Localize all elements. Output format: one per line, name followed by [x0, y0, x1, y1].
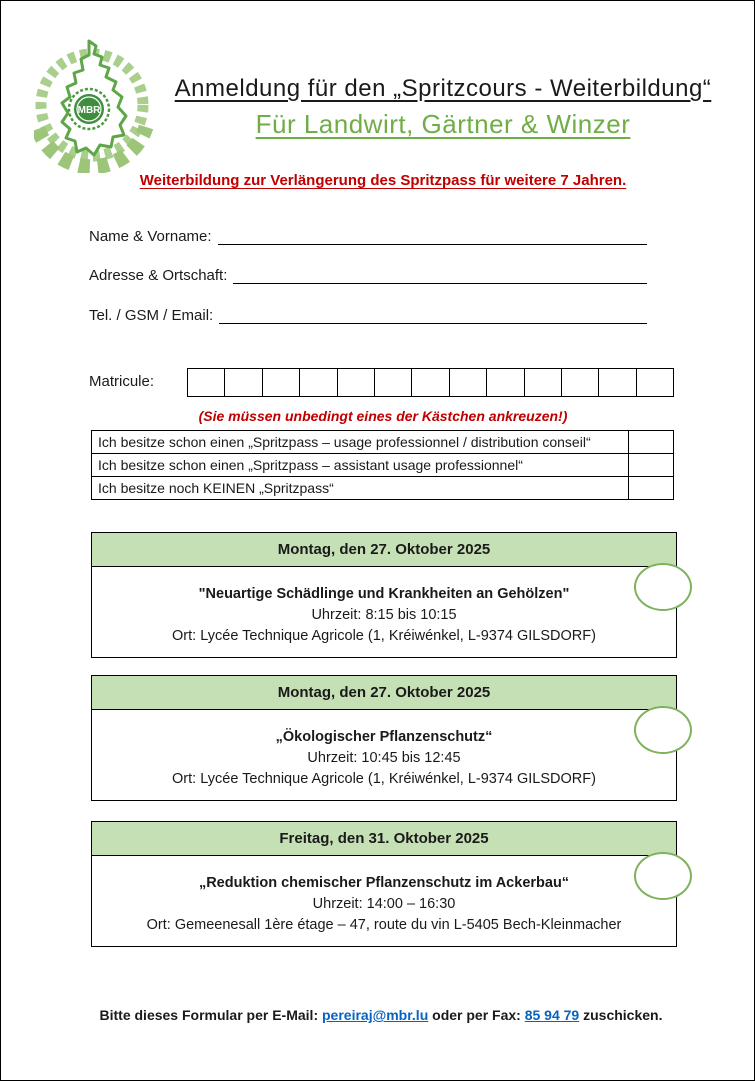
page-title: Anmeldung für den „Spritzcours - Weiterbildung“: [174, 75, 712, 102]
matricule-cell[interactable]: [598, 368, 636, 397]
course-select-circle[interactable]: [634, 563, 692, 611]
matricule-cell[interactable]: [524, 368, 562, 397]
course-location: Ort: Lycée Technique Agricole (1, Kréiwénkel, L-9374 GILSDORF): [172, 628, 596, 644]
course-box-1: [91, 532, 677, 658]
table-row: [92, 431, 674, 454]
course-date: Montag, den 27. Oktober 2025: [92, 676, 676, 710]
matricule-label: Matricule:: [89, 373, 155, 390]
address-field-label: Adresse & Ortschaft:: [89, 267, 228, 284]
course-select-circle[interactable]: [634, 852, 692, 900]
matricule-cell[interactable]: [374, 368, 412, 397]
badge-text: MBR: [77, 105, 101, 116]
table-row: [92, 454, 674, 477]
matricule-cell[interactable]: [449, 368, 487, 397]
page-subtitle: Für Landwirt, Gärtner & Winzer: [255, 109, 631, 139]
course-details: [92, 567, 676, 657]
checkbox-note: (Sie müssen unbedingt eines der Kästchen ankreuzen!): [198, 408, 568, 424]
fax-link[interactable]: 85 94 79: [524, 1007, 580, 1023]
matricule-cell[interactable]: [187, 368, 225, 397]
red-heading: Weiterbildung zur Verlängerung des Spritzpass für weitere 7 Jahren.: [139, 172, 627, 189]
option-label: Ich besitze schon einen „Spritzpass – assistant usage professionnel“: [92, 454, 629, 477]
course-details: [92, 710, 676, 800]
course-location: Ort: Gemeenesall 1ère étage – 47, route du vin L-5405 Bech-Kleinmacher: [146, 917, 622, 933]
course-time: Uhrzeit: 10:45 bis 12:45: [307, 750, 461, 766]
option-checkbox[interactable]: [629, 477, 674, 500]
course-select-circle[interactable]: [634, 706, 692, 754]
course-title: „Ökologischer Pflanzenschutz“: [275, 729, 493, 745]
matricule-cell[interactable]: [299, 368, 337, 397]
option-label: Ich besitze schon einen „Spritzpass – usage professionnel / distribution conseil“: [92, 431, 629, 454]
matricule-cell[interactable]: [486, 368, 524, 397]
footer-instruction: [71, 1007, 691, 1023]
course-box-3: [91, 821, 677, 947]
course-title: „Reduktion chemischer Pflanzenschutz im Ackerbau“: [198, 875, 570, 891]
footer-text-2: oder per Fax:: [428, 1007, 525, 1023]
course-date: Freitag, den 31. Oktober 2025: [92, 822, 676, 856]
matricule-cell[interactable]: [636, 368, 674, 397]
matricule-cell[interactable]: [337, 368, 375, 397]
course-time: Uhrzeit: 8:15 bis 10:15: [311, 607, 457, 623]
contact-input[interactable]: [219, 305, 647, 324]
field-row-name: [89, 226, 647, 245]
course-details: [92, 856, 676, 946]
course-title: "Neuartige Schädlinge und Krankheiten an Gehölzen": [198, 586, 570, 602]
matricule-cell[interactable]: [262, 368, 300, 397]
course-box-2: [91, 675, 677, 801]
table-row: [92, 477, 674, 500]
course-date: Montag, den 27. Oktober 2025: [92, 533, 676, 567]
name-field-label: Name & Vorname:: [89, 228, 212, 245]
course-time: Uhrzeit: 14:00 – 16:30: [312, 896, 456, 912]
matricule-cell[interactable]: [411, 368, 449, 397]
matricule-cell[interactable]: [561, 368, 599, 397]
course-location: Ort: Lycée Technique Agricole (1, Kréiwénkel, L-9374 GILSDORF): [172, 771, 596, 787]
option-checkbox[interactable]: [629, 454, 674, 477]
option-checkbox[interactable]: [629, 431, 674, 454]
mbr-logo: [34, 37, 166, 173]
field-row-contact: [89, 305, 647, 324]
name-input[interactable]: [218, 226, 647, 245]
matricule-cell[interactable]: [224, 368, 262, 397]
matricule-cells: [187, 368, 674, 397]
address-input[interactable]: [233, 265, 647, 284]
title-block: [167, 75, 719, 140]
footer-text-3: zuschicken.: [579, 1007, 663, 1023]
field-row-address: [89, 265, 647, 284]
contact-field-label: Tel. / GSM / Email:: [89, 307, 214, 324]
email-link[interactable]: pereiraj@mbr.lu: [322, 1007, 429, 1023]
option-label: Ich besitze noch KEINEN „Spritzpass“: [92, 477, 629, 500]
spritzpass-options-table: [91, 430, 674, 500]
footer-text-1: Bitte dieses Formular per E-Mail:: [99, 1007, 322, 1023]
